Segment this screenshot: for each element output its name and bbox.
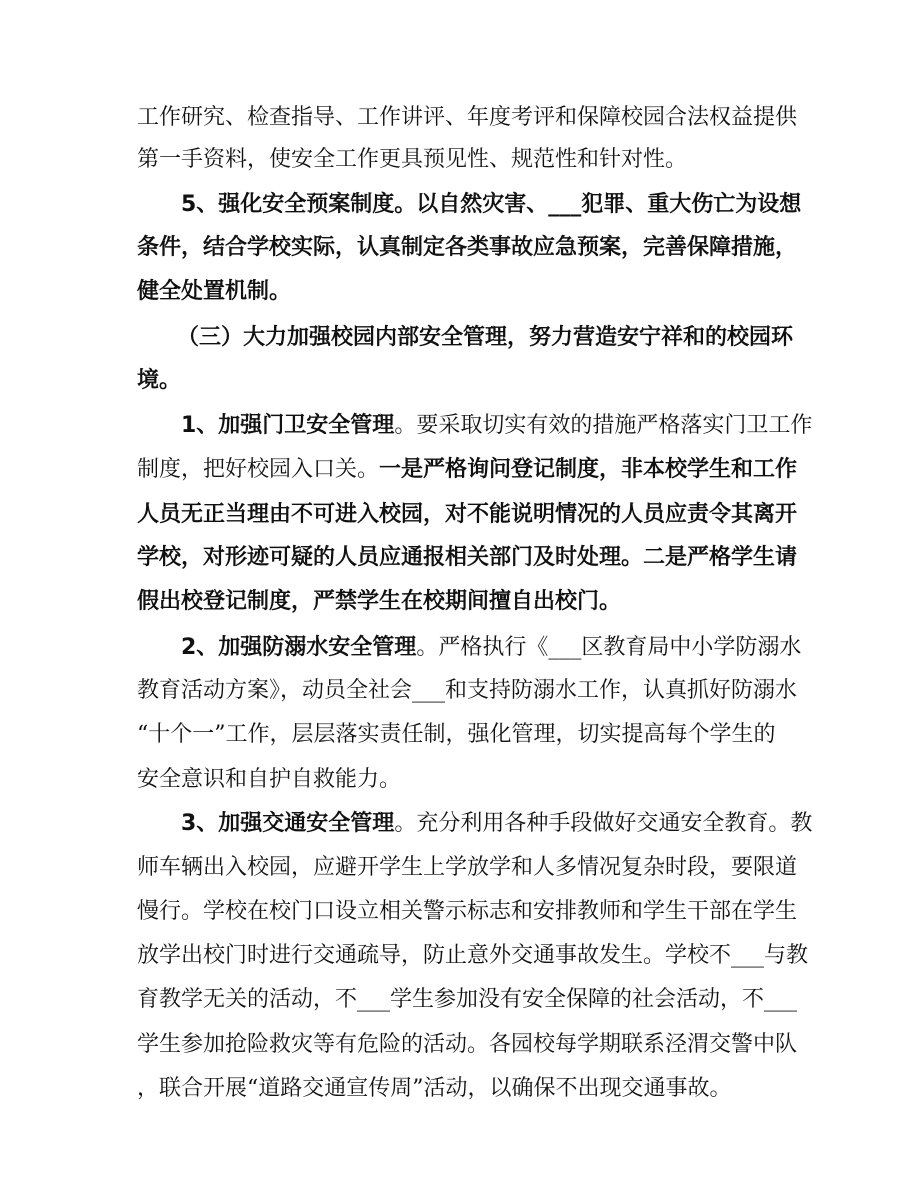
text-run: 条件，结合学校实际，认真制定各类事故应急预案，完善保障措施，	[137, 235, 798, 260]
text-line	[137, 676, 920, 706]
text-line	[137, 1030, 920, 1060]
text-line	[137, 233, 920, 263]
item-heading: 2、加强防溺水安全管理	[181, 635, 417, 660]
text-line	[137, 543, 920, 573]
text-line	[181, 809, 920, 839]
section-heading-line	[137, 366, 920, 396]
text-run: “十个一”工作，层层落实责任制，强化管理，切实提高每个学生的	[137, 722, 776, 747]
text-run: ，联合开展“道路交通宣传周”活动，以确保不出现交通事故。	[137, 1076, 732, 1101]
text-line	[137, 720, 920, 750]
text-run: 一是严格询问登记制度，非本校学生和工作	[379, 457, 798, 482]
text-run: 学生参加抢险救灾等有危险的活动。各园校每学期联系泾渭交警中队	[137, 1032, 798, 1057]
text-line	[137, 941, 920, 971]
text-line	[137, 1074, 920, 1104]
text-run: 慢行。学校在校门口设立相关警示标志和安排教师和学生干部在学生	[137, 899, 798, 924]
text-run: 安全意识和自护自救能力。	[137, 767, 402, 792]
text-line	[137, 145, 920, 175]
text-line	[137, 500, 920, 530]
text-line	[137, 853, 920, 883]
text-run: 。严格执行《___区教育局中小学防溺水	[416, 635, 802, 660]
text-line	[137, 103, 920, 133]
text-line	[137, 277, 920, 307]
text-run: 师车辆出入校园，应避开学生上学放学和人多情况复杂时段，要限道	[137, 855, 798, 880]
text-run: 教育活动方案》，动员全社会___和支持防溺水工作，认真抓好防溺水	[137, 678, 798, 703]
text-line	[137, 765, 920, 795]
text-run: 。充分利用各种手段做好交通安全教育。教	[394, 811, 813, 836]
text-run: 学校，对形迹可疑的人员应通报相关部门及时处理。二是严格学生请	[137, 545, 798, 570]
text-run: 。要采取切实有效的措施严格落实门卫工作	[394, 413, 813, 438]
text-run: 5、强化安全预案制度。以自然灾害、___犯罪、重大伤亡为设想	[181, 192, 802, 217]
text-run: 第一手资料，使安全工作更具预见性、规范性和针对性。	[137, 147, 688, 172]
text-line	[137, 897, 920, 927]
text-run: 工作研究、检查指导、工作讲评、年度考评和保障校园合法权益提供	[137, 105, 798, 130]
text-run: 健全处置机制。	[137, 279, 292, 304]
item-heading: 1、加强门卫安全管理	[181, 413, 395, 438]
text-run: 人员无正当理由不可进入校园，对不能说明情况的人员应责令其离开	[137, 502, 798, 527]
item-heading: 3、加强交通安全管理	[181, 811, 395, 836]
text-run: 放学出校门时进行交通疏导，防止意外交通事故发生。学校不___与教	[137, 943, 809, 968]
section-heading-line	[177, 323, 920, 353]
text-run: 制度，把好校园入口关。	[137, 457, 380, 482]
text-line	[181, 190, 920, 220]
text-line	[137, 587, 920, 617]
section-heading: （三）大力加强校园内部安全管理，努力营造安宁祥和的校园环	[177, 325, 794, 350]
text-line	[181, 633, 920, 663]
text-line	[181, 411, 920, 441]
text-run: 假出校登记制度，严禁学生在校期间擅自出校门。	[137, 589, 622, 614]
text-line	[137, 455, 920, 485]
text-line	[137, 985, 920, 1015]
text-run: 育教学无关的活动，不___学生参加没有安全保障的社会活动，不___	[137, 987, 798, 1012]
section-heading: 境。	[137, 368, 182, 393]
